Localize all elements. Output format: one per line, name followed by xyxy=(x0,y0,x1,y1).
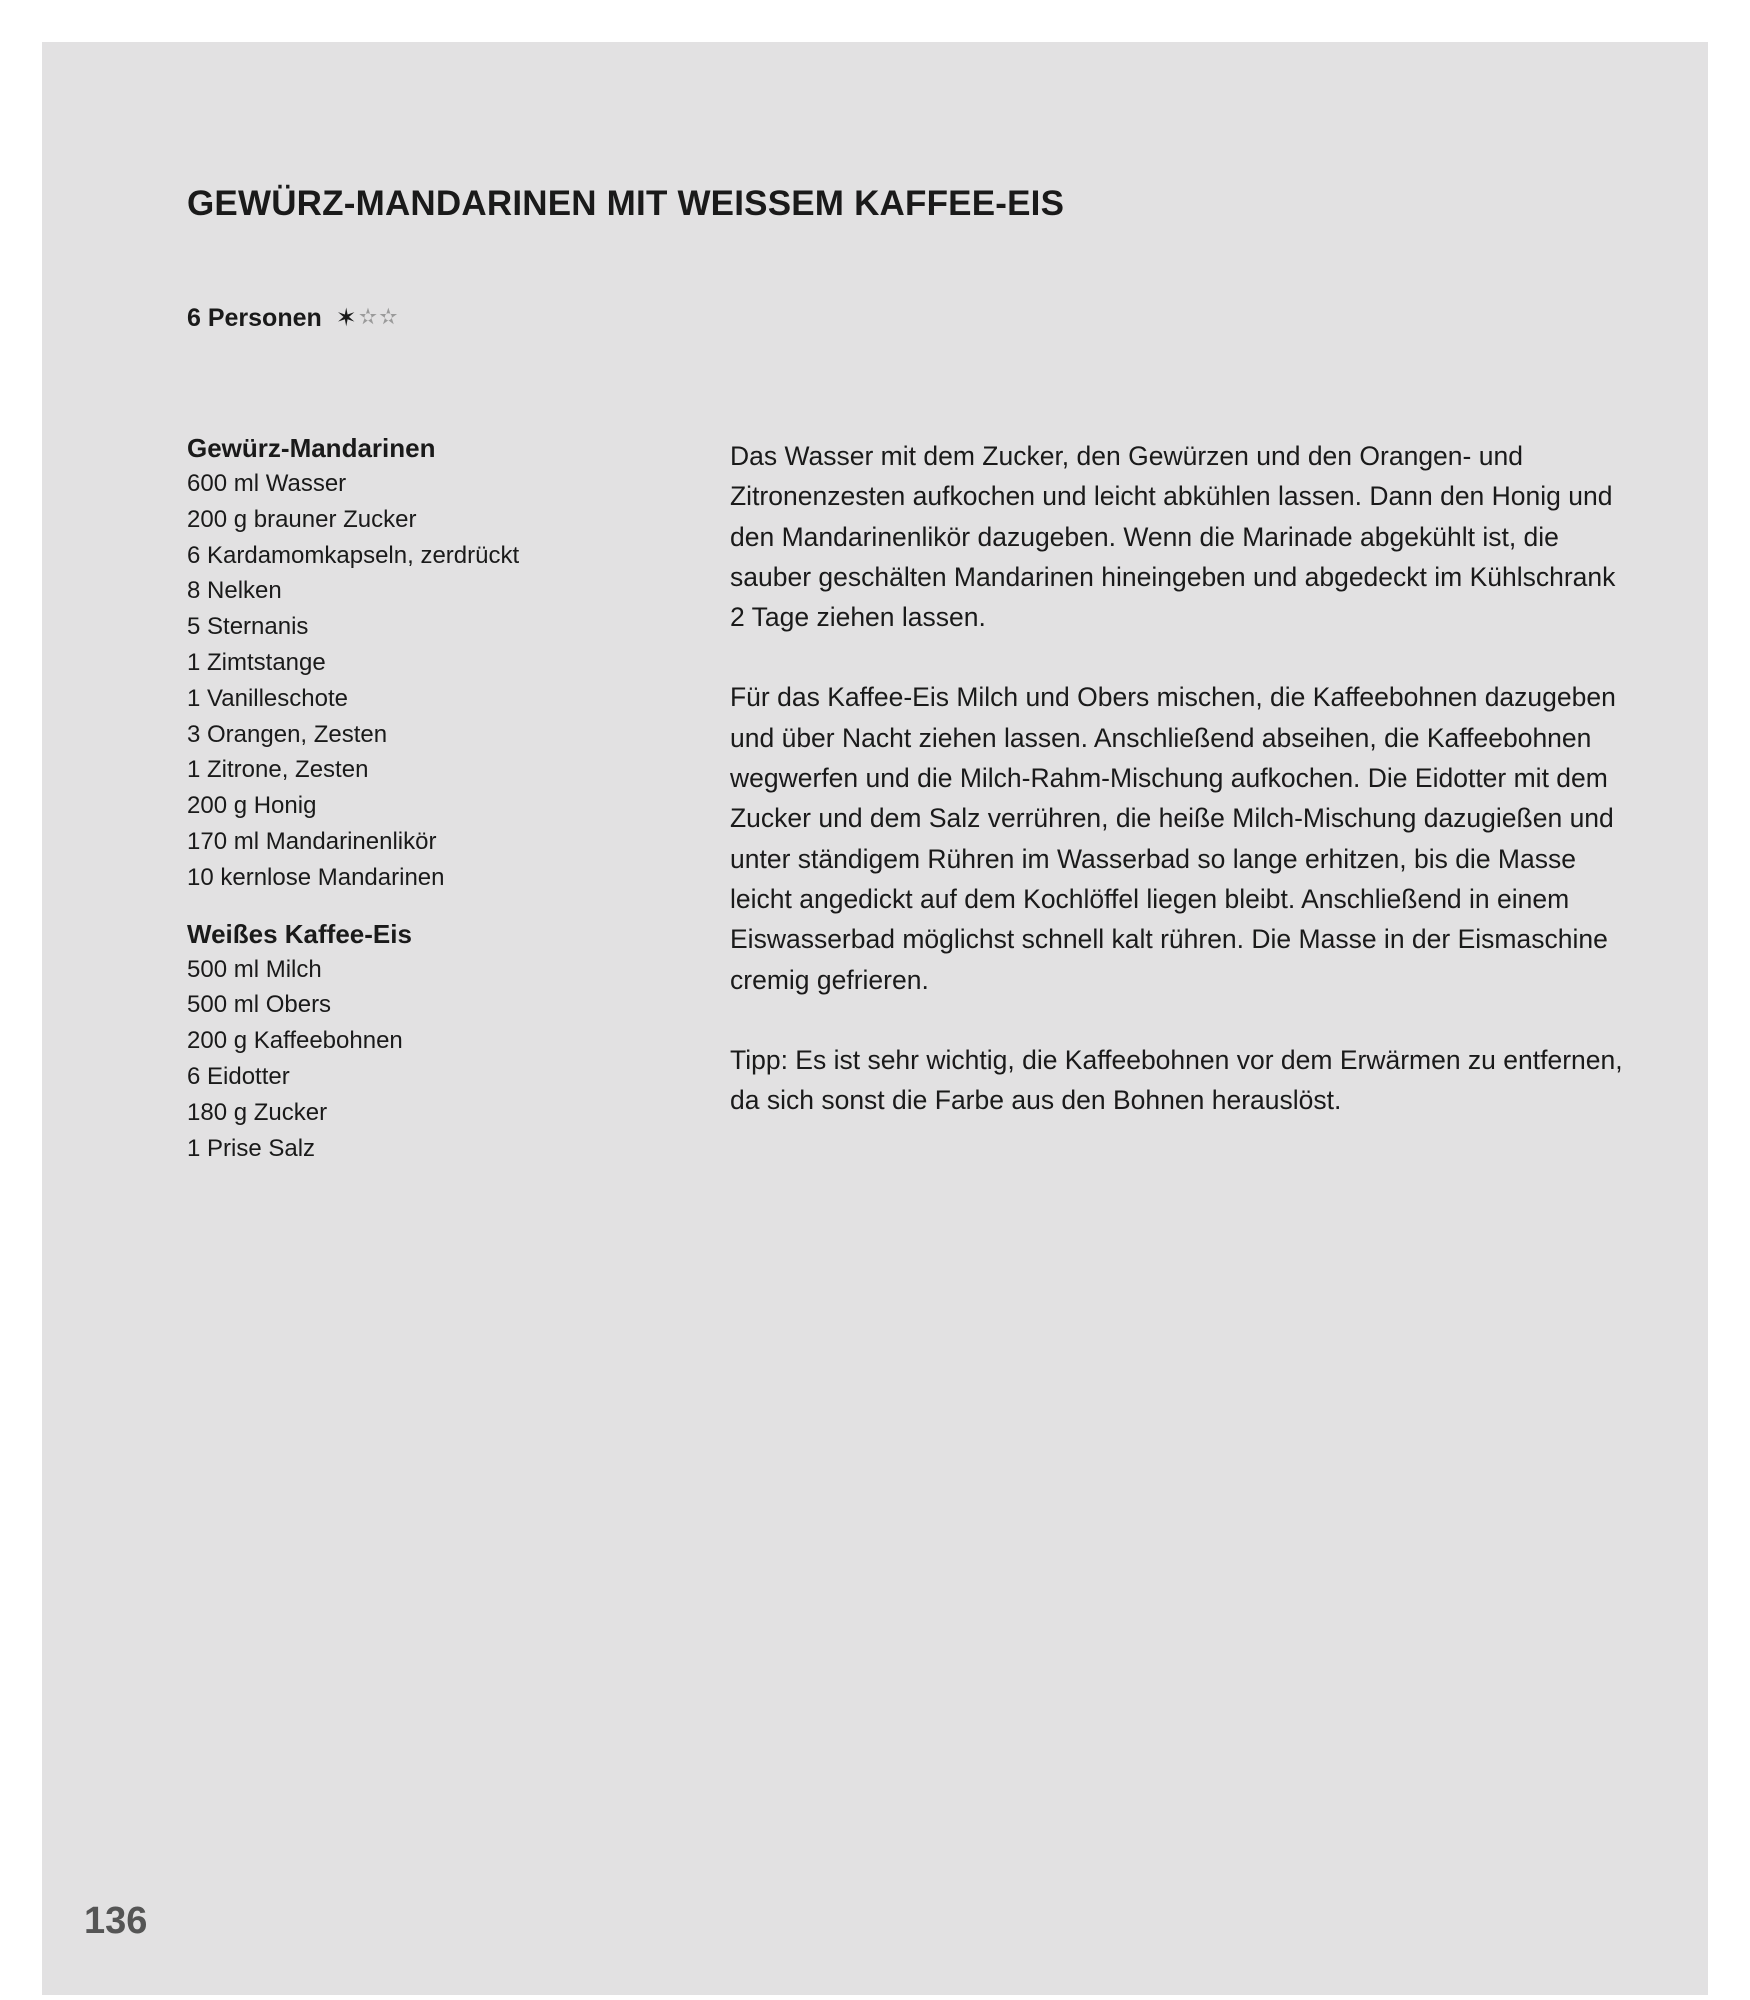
ingredient-item: 500 ml Milch xyxy=(187,955,322,983)
star-empty-icon: ✫ xyxy=(379,304,398,329)
ingredient-list xyxy=(187,466,667,896)
star-filled-icon: ✶ xyxy=(335,304,357,332)
difficulty-rating xyxy=(336,306,398,331)
method-column xyxy=(730,436,1630,1160)
ingredient-item: 10 kernlose Mandarinen xyxy=(187,863,445,891)
recipe-meta xyxy=(187,304,398,333)
ingredient-group-heading: Weißes Kaffee-Eis xyxy=(187,918,412,949)
ingredient-group-mandarinen xyxy=(187,430,667,896)
method-paragraph: Das Wasser mit dem Zucker, den Gewürzen und den Orangen- und Zitronenzesten aufkochen und leicht abkühlen lassen. Dann den Honig und den Mandarinenlikör dazugeben. Wenn die Marinade abgekühlt ist, die sauber geschälten Mandarinen hineingeben und abgedeckt im Kühlschrank 2 Tage ziehen lassen. xyxy=(730,441,1616,633)
ingredients-column xyxy=(187,430,667,1166)
ingredient-item: 1 Vanilleschote xyxy=(187,684,348,712)
ingredient-item: 600 ml Wasser xyxy=(187,470,347,497)
recipe-title: GEWÜRZ-MANDARINEN MIT WEISSEM KAFFEE-EIS xyxy=(187,184,1065,223)
ingredient-item: 200 g brauner Zucker xyxy=(187,505,417,533)
ingredient-group-kaffee-eis xyxy=(187,916,667,1167)
ingredient-item: 1 Zitrone, Zesten xyxy=(187,756,369,784)
ingredient-group-heading: Gewürz-Mandarinen xyxy=(187,433,436,463)
star-empty-icon: ✫ xyxy=(358,304,378,329)
ingredient-item: 200 g Honig xyxy=(187,792,317,820)
method-paragraph: Für das Kaffee-Eis Milch und Obers mischen, die Kaffeebohnen dazugeben und über Nacht ziehen lassen. Anschließend abseihen, die Kaffeebohnen wegwerfen und die Milch-Rahm-Mischung aufkochen. Die Eidotter mit dem Zucker und dem Salz verrühren, die heiße Milch-Mischung dazugießen und unter ständigem Rühren im Wasserbad so lange erhitzen, bis die Masse leicht angedickt auf dem Kochlöffel liegen bleibt. Anschließend in einem Eiswasserbad möglichst schnell kalt rühren. Die Masse in der Eismaschine cremig gefrieren. xyxy=(730,682,1616,995)
ingredient-item: 500 ml Obers xyxy=(187,991,332,1019)
ingredient-item: 8 Nelken xyxy=(187,577,282,605)
ingredient-item: 6 Eidotter xyxy=(187,1062,290,1090)
ingredient-item: 5 Sternanis xyxy=(187,613,309,641)
ingredient-item: 200 g Kaffeebohnen xyxy=(187,1027,403,1055)
ingredient-list xyxy=(187,952,667,1167)
ingredient-item: 170 ml Mandarinenlikör xyxy=(187,827,437,855)
ingredient-item: 1 Zimtstange xyxy=(187,648,326,676)
ingredient-item: 180 g Zucker xyxy=(187,1098,328,1126)
ingredient-item: 3 Orangen, Zesten xyxy=(187,720,388,748)
tip-paragraph: Tipp: Es ist sehr wichtig, die Kaffeebohnen vor dem Erwärmen zu entfernen, da sich sonst die Farbe aus den Bohnen herauslöst. xyxy=(730,1044,1623,1116)
page-panel xyxy=(42,42,1708,1995)
page-number: 136 xyxy=(84,1900,148,1942)
servings: 6 Personen xyxy=(187,304,322,332)
ingredient-item: 1 Prise Salz xyxy=(187,1134,316,1162)
ingredient-item: 6 Kardamomkapseln, zerdrückt xyxy=(187,541,520,569)
